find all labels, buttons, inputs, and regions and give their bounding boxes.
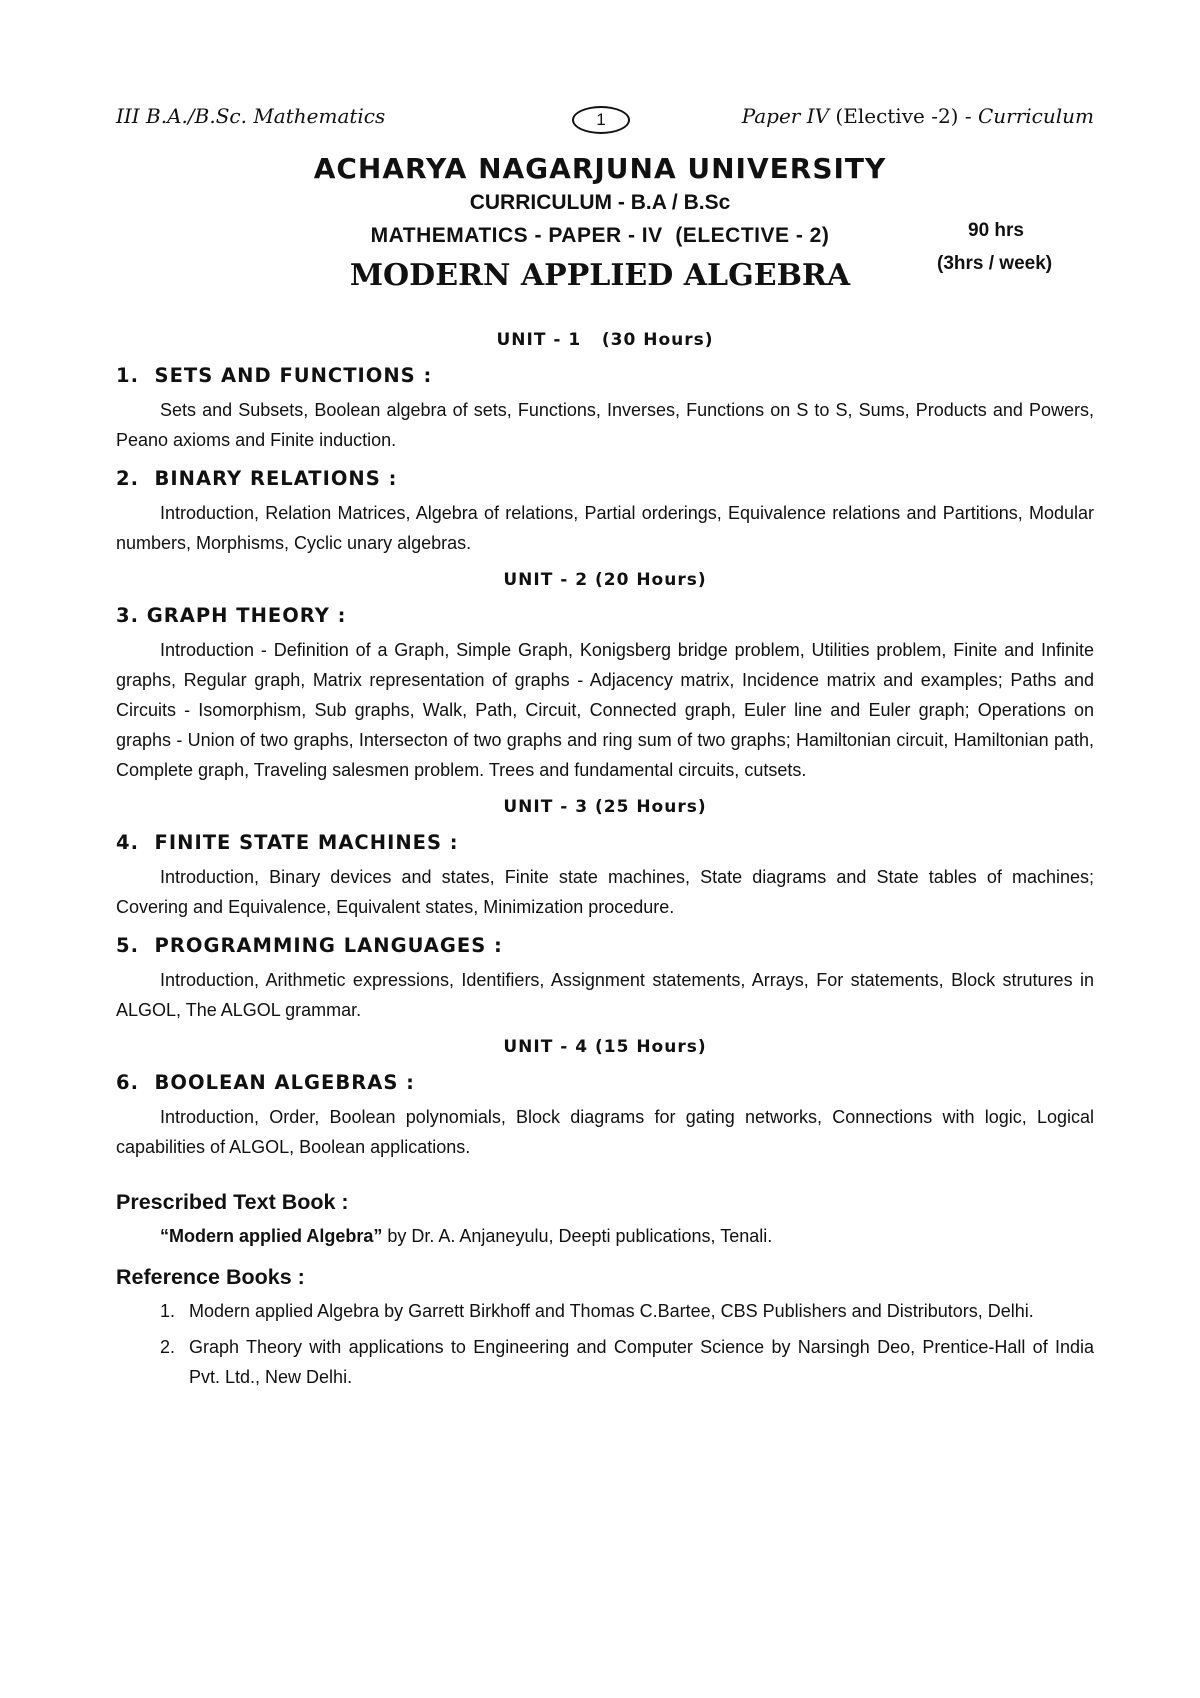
unit-heading: UNIT - 1 (30 Hours) bbox=[496, 330, 714, 350]
header-paper-label: Paper IV bbox=[741, 104, 830, 128]
section-heading: 2. BINARY RELATIONS : bbox=[116, 467, 398, 490]
reference-list bbox=[116, 1296, 1094, 1392]
section-body: Introduction, Order, Boolean polynomials, Block diagrams for gating networks, Connections with logic, Logical capabilities of ALGOL, Boolean applications. bbox=[116, 1107, 1094, 1157]
header-elective: (Elective -2) - bbox=[829, 104, 978, 128]
section-heading: 4. FINITE STATE MACHINES : bbox=[116, 831, 459, 854]
prescribed-book-title: “Modern applied Algebra” bbox=[160, 1226, 383, 1246]
reference-item bbox=[116, 1332, 1094, 1392]
weekly-hours: (3hrs / week) bbox=[937, 253, 1053, 274]
reference-item bbox=[116, 1296, 1094, 1326]
reference-text: Modern applied Algebra by Garrett Birkhoff and Thomas C.Bartee, CBS Publishers and Distributors, Delhi. bbox=[189, 1301, 1034, 1321]
section-heading: 1. SETS AND FUNCTIONS : bbox=[116, 364, 433, 387]
reference-number: 2. bbox=[160, 1337, 176, 1357]
reference-heading: Reference Books : bbox=[116, 1265, 305, 1289]
section-body: Introduction, Relation Matrices, Algebra of relations, Partial orderings, Equivalence relations and Partitions, Modular numbers, Morphisms, Cyclic unary algebras. bbox=[116, 503, 1094, 553]
page-number: 1 bbox=[572, 106, 630, 134]
paper-subtitle: MATHEMATICS - PAPER - IV (ELECTIVE - 2) bbox=[370, 224, 830, 247]
section-heading: 6. BOOLEAN ALGEBRAS : bbox=[116, 1071, 415, 1094]
header-course: III B.A./B.Sc. Mathematics bbox=[116, 104, 386, 128]
section-heading: 3. GRAPH THEORY : bbox=[116, 604, 347, 627]
section-body: Introduction, Binary devices and states, Finite state machines, State diagrams and State tables of machines; Covering and Equivalence, Equivalent states, Minimization procedure. bbox=[116, 867, 1094, 917]
unit-heading: UNIT - 4 (15 Hours) bbox=[503, 1037, 707, 1057]
section-body: Introduction, Arithmetic expressions, Identifiers, Assignment statements, Arrays, For statements, Block strutures in ALGOL, The ALGOL grammar. bbox=[116, 970, 1094, 1020]
curriculum-subtitle: CURRICULUM - B.A / B.Sc bbox=[469, 191, 731, 214]
subject-title: MODERN APPLIED ALGEBRA bbox=[349, 258, 851, 293]
prescribed-heading: Prescribed Text Book : bbox=[116, 1190, 349, 1214]
header-paper bbox=[742, 104, 1094, 128]
prescribed-book bbox=[116, 1221, 1094, 1251]
section-body: Introduction - Definition of a Graph, Simple Graph, Konigsberg bridge problem, Utilities problem, Finite and Infinite graphs, Regular graph, Matrix representation of graphs - Adjacency matrix, Incidence matrix and examples; Paths and Circuits - Isomorphism, Sub graphs, Walk, Path, Circuit, Connected graph, Euler line and Euler graph; Operations on graphs - Union of two graphs, Intersecton of two graphs and ring sum of two graphs; Hamiltonian circuit, Hamiltonian path, Complete graph, Traveling salesmen problem. Trees and fundamental circuits, cutsets. bbox=[116, 640, 1094, 780]
reference-number: 1. bbox=[160, 1301, 176, 1321]
running-header bbox=[116, 104, 1094, 140]
total-hours: 90 hrs bbox=[968, 220, 1024, 241]
section-heading: 5. PROGRAMMING LANGUAGES : bbox=[116, 934, 503, 957]
syllabus-content bbox=[116, 330, 1094, 1398]
prescribed-book-details: by Dr. A. Anjaneyulu, Deepti publications, Tenali. bbox=[382, 1226, 773, 1246]
section-body: Sets and Subsets, Boolean algebra of sets, Functions, Inverses, Functions on S to S, Sums, Products and Powers, Peano axioms and Finite induction. bbox=[116, 400, 1094, 450]
reference-text: Graph Theory with applications to Engineering and Computer Science by Narsingh Deo, Prentice-Hall of India Pvt. Ltd., New Delhi. bbox=[189, 1337, 1094, 1387]
university-title: ACHARYA NAGARJUNA UNIVERSITY bbox=[313, 152, 887, 185]
unit-heading: UNIT - 2 (20 Hours) bbox=[503, 570, 707, 590]
header-curriculum: Curriculum bbox=[977, 104, 1094, 128]
unit-heading: UNIT - 3 (25 Hours) bbox=[503, 797, 707, 817]
